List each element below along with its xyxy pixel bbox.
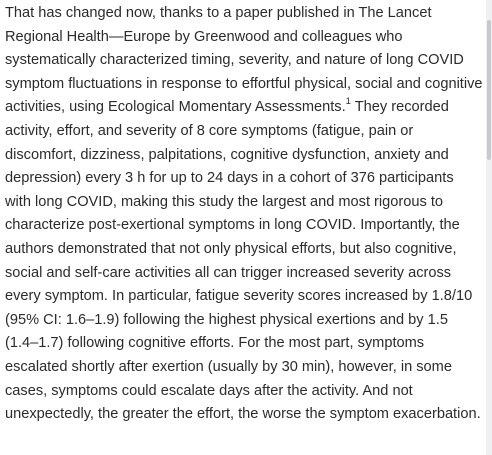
paragraph-text-part-2: They recorded activity, effort, and severity of 8 core symptoms (fatigue, pain or discomfort, dizziness, palpitations, cognitive dysfunction, anxiety and depression) every 3 h for up to 24 days in a cohort of 376 participants with long COVID, making this study the largest and most rigorous to characterize post-exertional symptoms in long COVID. Importantly, the authors demonstrated that not only physical efforts, but also cognitive, social and self-care activities all can trigger increased severity across every symptom. In particular, fatigue severity scores increased by 1.8/10 (95% CI: 1.6–1.9) following the highest physical exertions and by 1.5 (1.4–1.7) following cognitive efforts. For the most part, symptoms escalated shortly after exertion (usually by 30 min), however, in some cases, symptoms could escalate days after the activity. And not unexpectedly, the greater the effort, the worse the symptom exacerbation.: [5, 99, 481, 423]
vertical-scrollbar[interactable]: [486, 0, 492, 455]
article-paragraph: [5, 2, 483, 427]
reference-superscript[interactable]: [346, 96, 351, 107]
scrollbar-thumb[interactable]: [487, 20, 491, 160]
paragraph-text-part-1: That has changed now, thanks to a paper published in The Lancet Regional Health—Europe by Greenwood and colleagues who systematically characterized timing, severity, and nature of long COVID symptom fluctuations in response to effortful physical, social and cognitive activities, using Ecological Momentary Assessments.: [5, 5, 483, 116]
reference-link[interactable]: 1: [345, 95, 351, 107]
